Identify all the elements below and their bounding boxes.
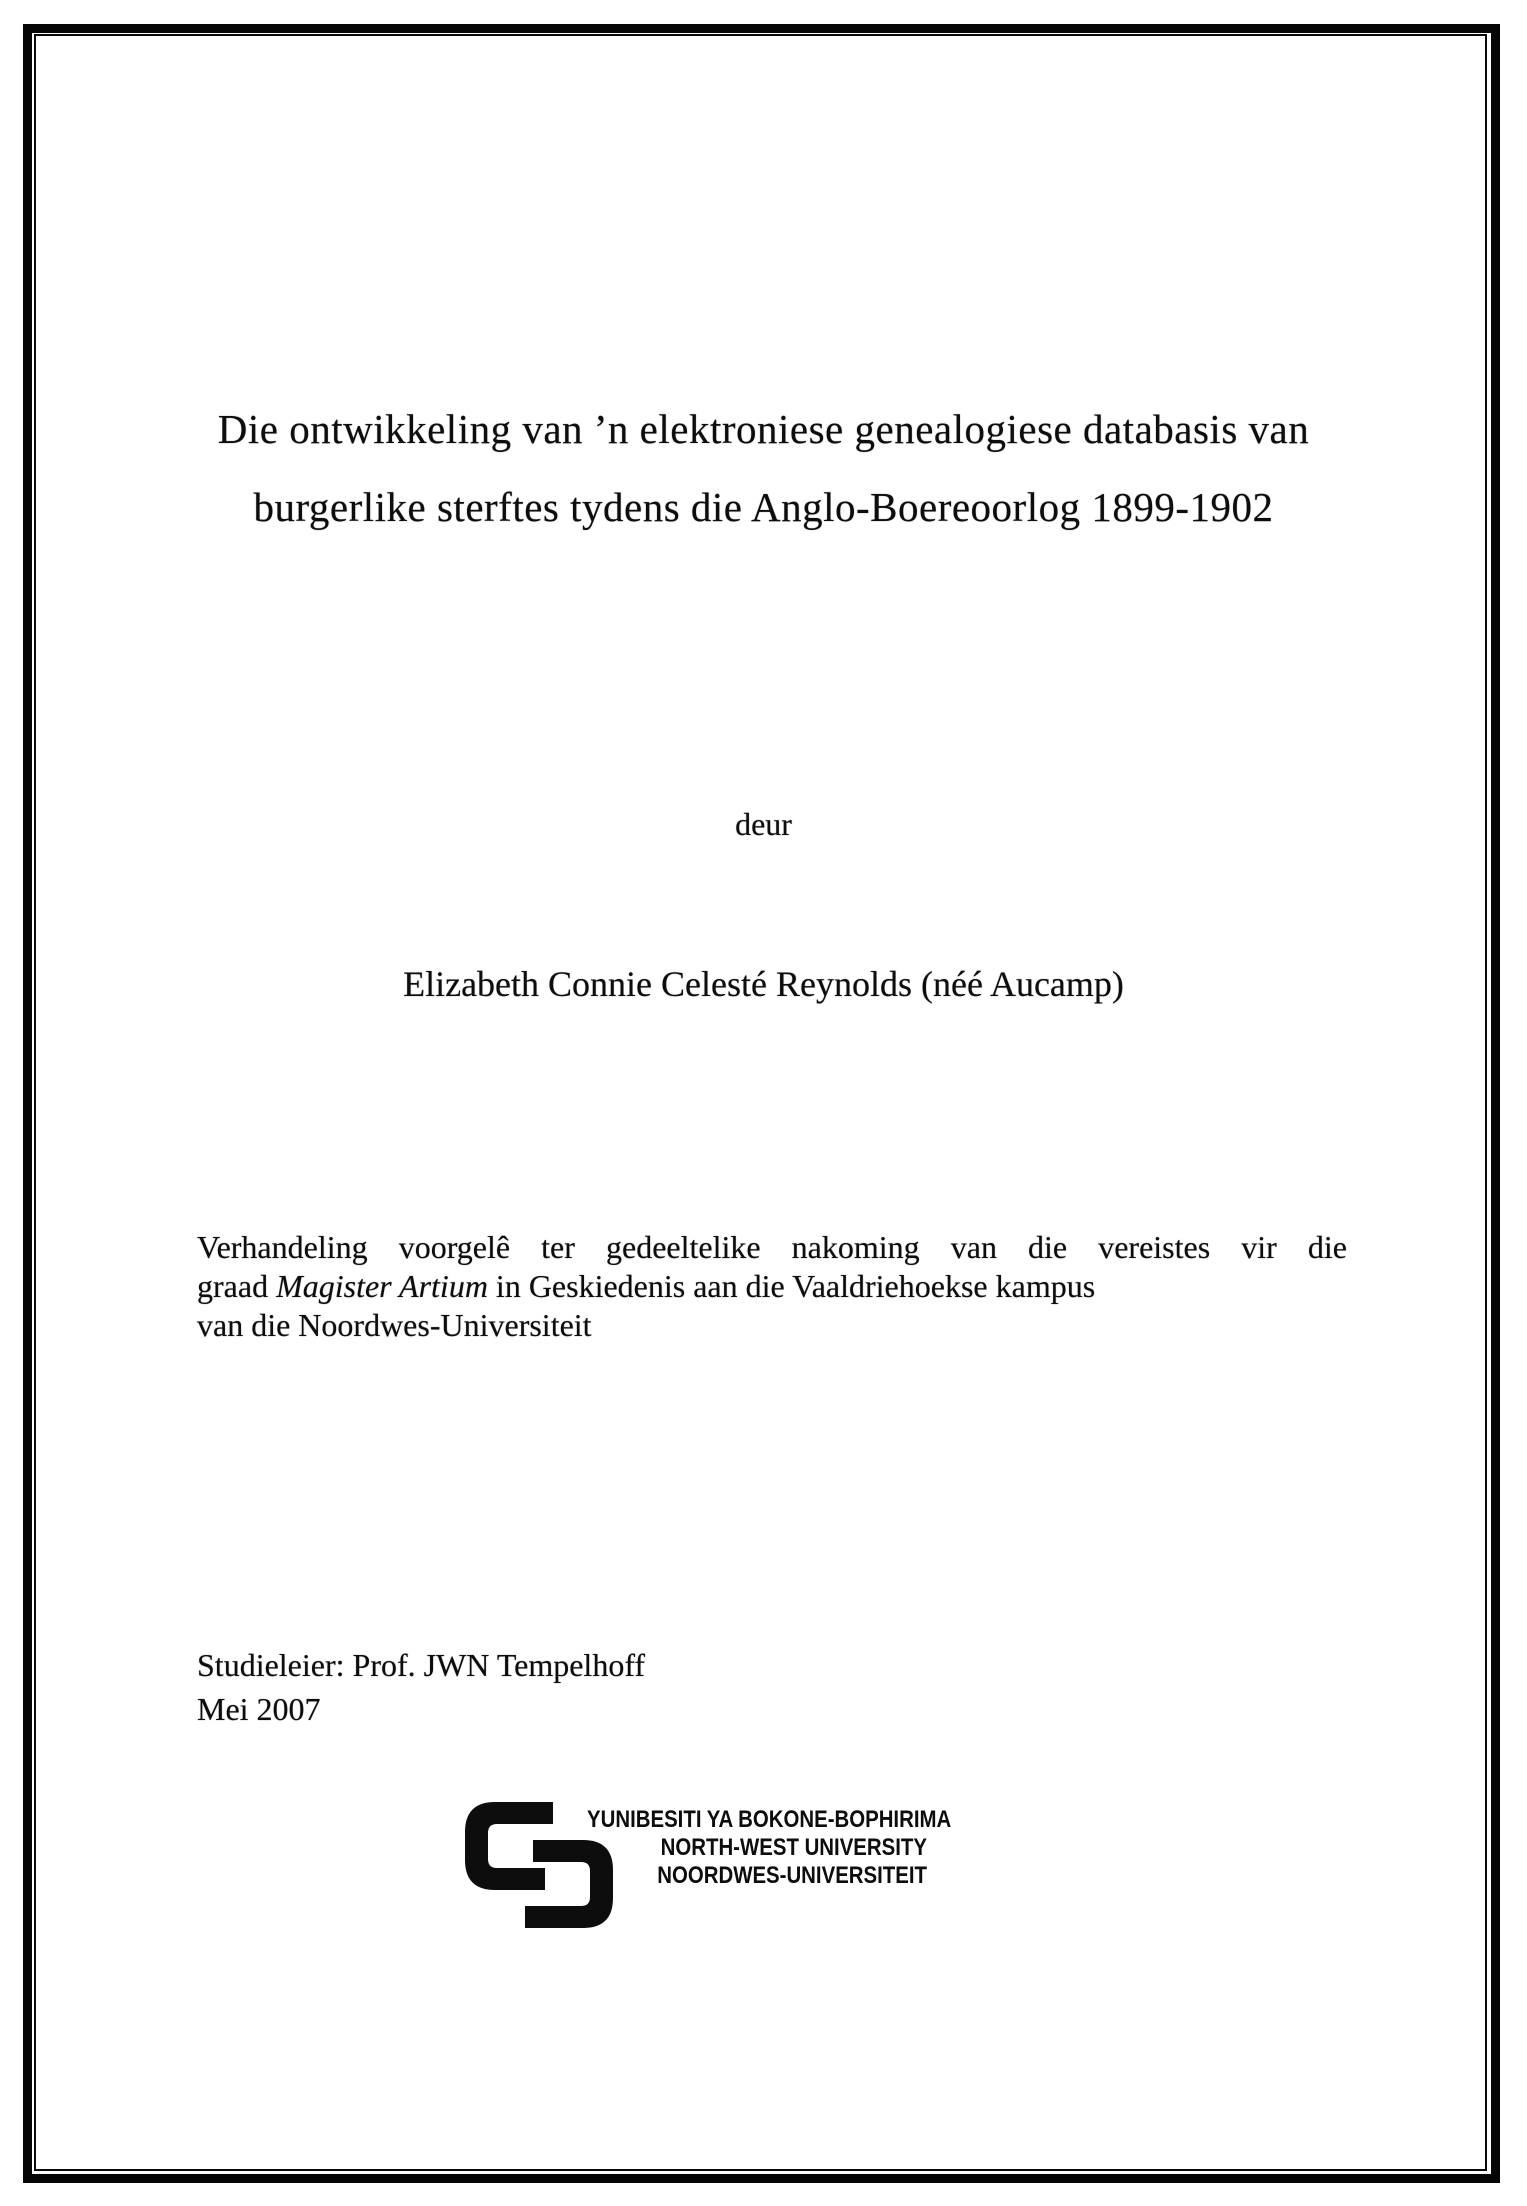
university-logo-text [527,1806,952,1890]
logo-text-setswana: YUNIBESITI YA BOKONE-BOPHIRIMA [587,1806,952,1833]
byline-deur: deur [735,806,792,842]
submission-line2-prefix: graad [197,1268,277,1304]
submission-line2 [197,1267,1347,1306]
thesis-title [80,390,1447,546]
logo-text-english: NORTH-WEST UNIVERSITY [660,1834,927,1861]
submission-line1: Verhandeling voorgelê ter gedeeltelike nakoming van die vereistes vir die [197,1229,1347,1265]
submission-line3: van die Noordwes-Universiteit [197,1307,592,1343]
author-name: Elizabeth Connie Celesté Reynolds (néé Aucamp) [403,964,1124,1004]
date-line: Mei 2007 [197,1691,321,1727]
advisor-line: Studieleier: Prof. JWN Tempelhoff [197,1647,646,1683]
logo-text-afrikaans: NOORDWES-UNIVERSITEIT [657,1862,927,1889]
submission-statement [197,1228,1347,1345]
university-logo [465,1802,1025,1932]
thesis-title-line2: burgerlike sterftes tydens die Anglo-Boereoorlog 1899-1902 [253,484,1274,530]
submission-line2-suffix: in Geskiedenis aan die Vaaldriehoekse kampus [487,1268,1096,1304]
degree-name-italic: Magister Artium [276,1268,488,1304]
advisor-block [197,1643,645,1731]
thesis-title-line1: Die ontwikkeling van ’n elektroniese genealogiese databasis van [217,406,1310,452]
